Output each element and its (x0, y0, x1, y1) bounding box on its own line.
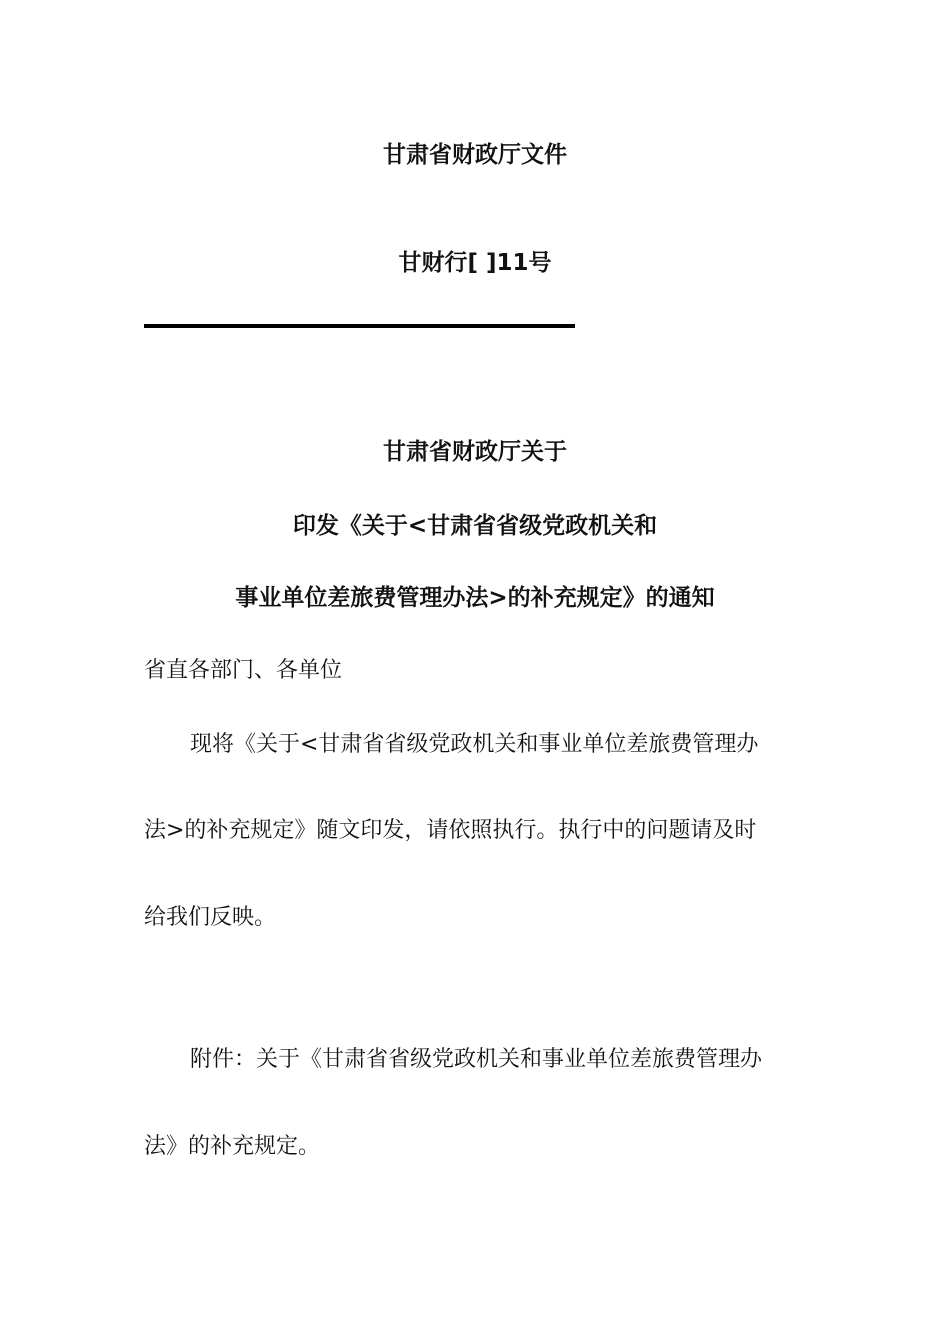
document-title-line-2: 印发《关于<甘肃省省级党政机关和 (292, 513, 658, 539)
salutation: 省直各部门、各单位 (144, 658, 343, 683)
document-title-line-3: 事业单位差旅费管理办法>的补充规定》的通知 (235, 585, 715, 611)
document-title-line-1: 甘肃省财政厅关于 (383, 439, 567, 465)
paragraph-1-line-3: 给我们反映。 (144, 905, 277, 930)
document-number: 甘财行[ ]11号 (398, 250, 552, 276)
paragraph-1-line-2: 法>的补充规定》随文印发，请依照执行。执行中的问题请及时 (144, 818, 757, 843)
attachment-line-2: 法》的补充规定。 (144, 1134, 321, 1159)
attachment-line-1: 附件：关于《甘肃省省级党政机关和事业单位差旅费管理办 (190, 1047, 763, 1072)
paragraph-1-line-1: 现将《关于<甘肃省省级党政机关和事业单位差旅费管理办 (190, 732, 759, 757)
header-divider (144, 324, 575, 328)
issuer-heading: 甘肃省财政厅文件 (383, 142, 567, 168)
